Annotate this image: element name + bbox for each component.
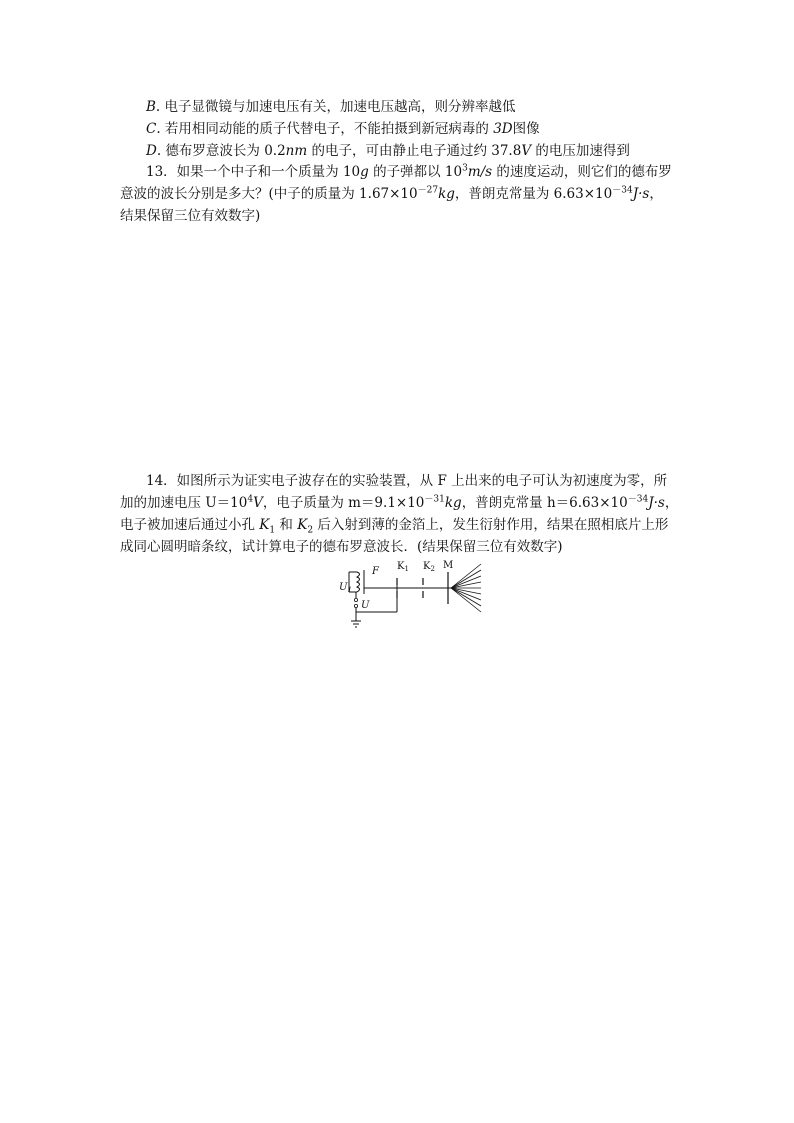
q14-l2exp3: －34 (627, 494, 649, 505)
q13-line-2 (120, 184, 663, 204)
option-b-letter: B (146, 99, 156, 115)
q13-l2unit1: kg (438, 186, 455, 202)
q14-l3k1s: 1 (269, 525, 276, 536)
option-c-letter: C (146, 121, 157, 137)
q13-l3: 结果保留三位有效数字) (120, 208, 261, 224)
q13-line-1 (146, 162, 672, 182)
q14-l2exp2: －31 (424, 494, 445, 505)
q13-line-3 (120, 206, 260, 226)
q13-l1g: g (360, 164, 369, 180)
label-k1: $K_1$ (397, 561, 409, 573)
option-c-unit: 3D (493, 121, 513, 137)
q14-l2unit3: J·s (648, 495, 665, 511)
q13-l2a: 意波的波长分别是多大？(中子的质量为 1.67×10 (120, 186, 418, 202)
q14-l3k2s: 2 (307, 525, 314, 536)
option-d-unit2: V (521, 143, 532, 159)
option-c-post: 图像 (512, 121, 540, 137)
q13-l1a: 13．如果一个中子和一个质量为 10 (146, 164, 361, 180)
filament-coil-icon (357, 572, 360, 592)
q14-l2exp1: 4 (247, 494, 254, 505)
q14-l2c: ，普朗克常量 h＝6.63×10 (461, 495, 628, 511)
option-b-text: . 电子显微镜与加速电压有关，加速电压越高，则分辨率越低 (155, 99, 516, 115)
option-d (146, 141, 630, 161)
q14-l2unit1: V (253, 495, 263, 511)
q14-l3b: 和 (275, 517, 298, 533)
apparatus-figure (335, 558, 485, 630)
q13-l2exp1: －27 (417, 185, 439, 196)
option-d-mid: 的电子，可由静止电子通过约 37.8 (307, 143, 522, 159)
option-d-unit1: nm (285, 143, 308, 159)
q13-l2b: ，普朗克常量为 6.63×10 (454, 186, 613, 202)
label-u: U (361, 600, 370, 611)
q13-l1c: 的速度运动，则它们的德布罗 (492, 164, 672, 180)
q13-l2exp2: －34 (612, 185, 633, 196)
terminal-1 (354, 598, 357, 601)
option-d-letter: D (146, 143, 157, 159)
q14-l1: 14．如图所示为证实电子波存在的实验装置，从 F 上出来的电子可认为初速度为零，所 (146, 473, 668, 489)
label-m: M (443, 560, 454, 571)
q14-l3a: 电子被加速后通过小孔 (120, 517, 260, 533)
q14-l2a: 加的加速电压 U＝10 (120, 495, 248, 511)
diffraction-rays (451, 564, 481, 612)
option-d-pre: . 德布罗意波长为 0.2 (156, 143, 286, 159)
label-k2: $K_2$ (423, 561, 435, 573)
option-c (146, 119, 540, 139)
q14-l2b: ，电子质量为 m＝9.1×10 (262, 495, 425, 511)
label-f: F (372, 566, 379, 577)
q14-line-4 (120, 537, 563, 557)
option-c-pre: . 若用相同动能的质子代替电子，不能拍摄到新冠病毒的 (156, 121, 494, 137)
option-d-post: 的电压加速得到 (531, 143, 630, 159)
q14-l3k1: K (259, 517, 270, 533)
q13-l2unit2: J·s (632, 186, 650, 202)
q14-l2d: ， (664, 495, 679, 511)
q14-l3c: 后入射到薄的金箔上，发生衍射作用，结果在照相底片上形 (313, 517, 669, 533)
q14-line-2 (120, 493, 678, 513)
q14-line-1 (146, 471, 667, 491)
q14-line-3 (120, 515, 668, 535)
terminal-2 (354, 604, 357, 607)
label-u1: $U_1$ (339, 582, 352, 594)
q14-l2unit2: kg (444, 495, 462, 511)
q13-l1b: 的子弹都以 10 (368, 164, 463, 180)
q13-l2c: ， (649, 186, 663, 202)
option-b (146, 97, 516, 117)
apparatus-diagram (335, 558, 485, 630)
q13-l1exp: 3 (462, 163, 468, 174)
q14-l4: 成同心圆明暗条纹，试计算电子的德布罗意波长．(结果保留三位有效数字) (120, 539, 563, 555)
q14-l3k2: K (297, 517, 308, 533)
q13-l1unit: m/s (467, 164, 493, 180)
